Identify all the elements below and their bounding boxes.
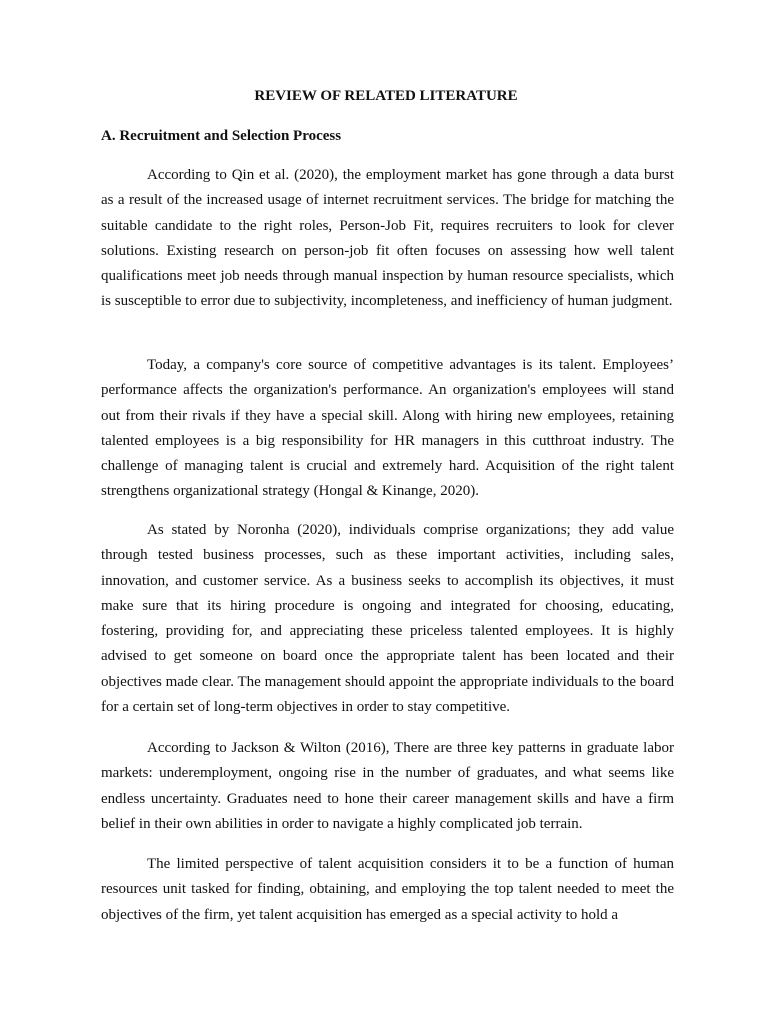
paragraph-4: According to Jackson & Wilton (2016), There are three key patterns in graduate labor markets: underemployment, ongoing rise in the number of graduates, and what seems like endless uncertainty. Graduates need to hone their career management skills and have a firm belief in their own abilities in order to navigate a highly complicated job terrain. xyxy=(101,740,674,832)
document-title: REVIEW OF RELATED LITERATURE xyxy=(254,88,518,104)
section-heading: A. Recruitment and Selection Process xyxy=(101,128,342,144)
paragraph-1: According to Qin et al. (2020), the employment market has gone through a data burst as a result of the increased usage of internet recruitment services. The bridge for matching the suitable candidate to the right roles, Person-Job Fit, requires recruiters to look for clever solutions. Existing research on person-job fit often focuses on assessing how well talent qualifications meet job needs through manual inspection by human resource specialists, which is susceptible to error due to subjectivity, incompleteness, and inefficiency of human judgment. xyxy=(101,167,674,310)
paragraph-5: The limited perspective of talent acquisition considers it to be a function of human resources unit tasked for finding, obtaining, and employing the top talent needed to meet the objectives of the firm, yet talent acquisition has emerged as a special activity to hold a xyxy=(101,856,674,923)
paragraph-2: Today, a company's core source of competitive advantages is its talent. Employees’ performance affects the organization's performance. An organization's employees will stand out from their rivals if they have a special skill. Along with hiring new employees, retaining talented employees is a big responsibility for HR managers in this cutthroat industry. The challenge of managing talent is crucial and extremely hard. Acquisition of the right talent strengthens organizational strategy (Hongal & Kinange, 2020). xyxy=(101,357,674,500)
paragraph-3: As stated by Noronha (2020), individuals comprise organizations; they add value through tested business processes, such as these important activities, including sales, innovation, and customer service. As a business seeks to accomplish its objectives, it must make sure that its hiring procedure is ongoing and integrated for choosing, educating, fostering, providing for, and appreciating these priceless talented employees. It is highly advised to get someone on board once the appropriate talent has been located and their objectives made clear. The management should appoint the appropriate individuals to the board for a certain set of long-term objectives in order to stay competitive. xyxy=(101,522,674,716)
